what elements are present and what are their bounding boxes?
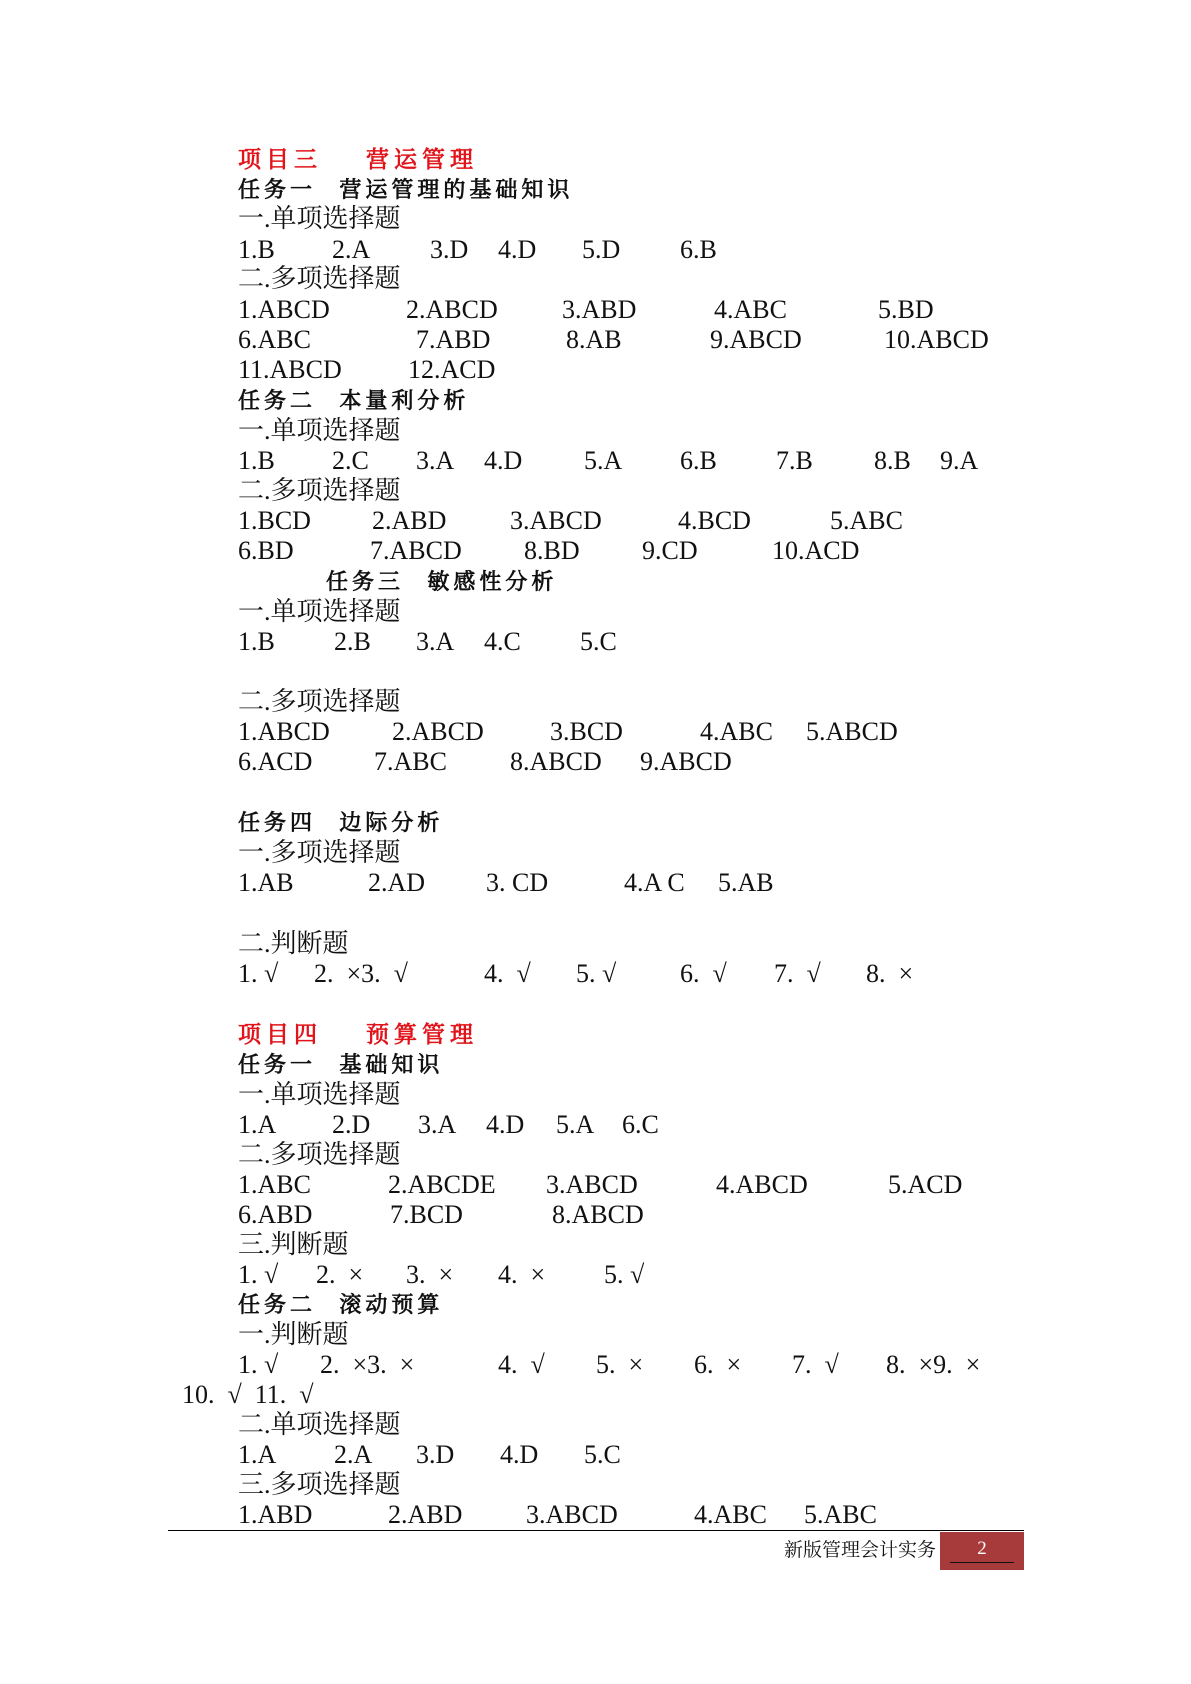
answer-item: 10.ABCD [884, 325, 989, 354]
answer-item: 5.ABC [804, 1500, 877, 1529]
answer-item: 4.D [486, 1110, 525, 1139]
text-line [0, 1470, 1191, 1500]
answer-item: 4.C [484, 627, 521, 656]
answer-item: 7.BCD [390, 1200, 463, 1229]
answer-item: 7.ABCD [370, 536, 462, 565]
answer-item: 3.D [430, 235, 469, 264]
answer-item: 2. ×3. √ [314, 959, 408, 988]
section-heading: 一.单项选择题 [238, 597, 401, 626]
answer-item: 5.D [582, 235, 621, 264]
text-line [0, 175, 1191, 205]
answer-item: 1.B [238, 627, 275, 656]
answer-item: 10. √ 11. √ [182, 1380, 314, 1409]
footer-rule [168, 1530, 1024, 1531]
section-heading: 二.判断题 [238, 929, 349, 958]
page-number-underline [950, 1562, 1014, 1563]
answer-item: 3. × [406, 1260, 454, 1289]
answer-item: 8. × [866, 959, 914, 988]
answer-item: 6.BD [238, 536, 294, 565]
answer-item: 2. × [316, 1260, 364, 1289]
answer-item: 8.ABCD [510, 747, 602, 776]
answer-item: 1.A [238, 1110, 277, 1139]
text-line [0, 506, 1191, 536]
answer-item: 2.D [332, 1110, 371, 1139]
answer-item: 6. × [694, 1350, 742, 1379]
text-line [0, 1410, 1191, 1440]
text-line [0, 325, 1191, 355]
answer-item: 2.A [332, 235, 371, 264]
task-heading: 任务二 本量利分析 [238, 388, 470, 414]
answer-item: 4.ABC [694, 1500, 767, 1529]
answer-item: 4. √ [484, 959, 531, 988]
answer-item: 1.ABC [238, 1170, 311, 1199]
project-heading: 项目三 [238, 146, 322, 173]
answer-item: 1.ABD [238, 1500, 313, 1529]
text-line [0, 1380, 1191, 1410]
answer-item: 1. √ [238, 1260, 279, 1289]
text-line [0, 1290, 1191, 1320]
answer-item: 3.ABCD [546, 1170, 638, 1199]
answer-item: 1.BCD [238, 506, 311, 535]
answer-item: 3. CD [486, 868, 549, 897]
answer-item: 5.ACD [888, 1170, 963, 1199]
task-heading: 任务一 基础知识 [238, 1052, 444, 1078]
answer-item: 5. × [596, 1350, 644, 1379]
answer-item: 2.ABCD [392, 717, 484, 746]
text-line [0, 476, 1191, 506]
section-heading: 二.多项选择题 [238, 264, 401, 293]
task-heading: 任务一 营运管理的基础知识 [238, 177, 574, 203]
text-line [0, 1500, 1191, 1530]
answer-item: 3.A [416, 627, 455, 656]
task-heading: 任务二 滚动预算 [238, 1292, 444, 1318]
section-heading: 三.多项选择题 [238, 1470, 401, 1499]
text-line [0, 204, 1191, 234]
answer-item: 4.ABC [700, 717, 773, 746]
text-line [0, 597, 1191, 627]
answer-item: 4.D [500, 1440, 539, 1469]
answer-item: 8.ABCD [552, 1200, 644, 1229]
answer-item: 3.BCD [550, 717, 623, 746]
answer-item: 5.A [584, 446, 623, 475]
footer-book-title: 新版管理会计实务 [784, 1540, 937, 1561]
answer-item: 6.ACD [238, 747, 313, 776]
answer-item: 2. ×3. × [320, 1350, 415, 1379]
project-heading: 营运管理 [366, 146, 478, 173]
section-heading: 一.单项选择题 [238, 416, 401, 445]
answer-item: 6.B [680, 235, 717, 264]
section-heading: 二.多项选择题 [238, 1140, 401, 1169]
answer-item: 9.A [940, 446, 979, 475]
text-line [0, 536, 1191, 566]
text-line [0, 627, 1191, 657]
answer-item: 7. √ [774, 959, 821, 988]
section-heading: 一.多项选择题 [238, 838, 401, 867]
answer-item: 1.ABCD [238, 295, 330, 324]
answer-item: 1. √ [238, 959, 279, 988]
answer-item: 8.AB [566, 325, 622, 354]
section-heading: 二.多项选择题 [238, 476, 401, 505]
answer-item: 1. √ [238, 1350, 279, 1379]
text-line [0, 416, 1191, 446]
text-line [0, 355, 1191, 385]
task-heading: 任务三 敏感性分析 [326, 569, 558, 595]
text-line [0, 1320, 1191, 1350]
answer-item: 10.ACD [772, 536, 860, 565]
section-heading: 三.判断题 [238, 1230, 349, 1259]
answer-item: 5.BD [878, 295, 934, 324]
answer-item: 12.ACD [408, 355, 496, 384]
text-line [0, 838, 1191, 868]
answer-item: 2.C [332, 446, 369, 475]
text-line [0, 1260, 1191, 1290]
section-heading: 一.单项选择题 [238, 1080, 401, 1109]
answer-item: 5.ABC [830, 506, 903, 535]
answer-item: 11.ABCD [238, 355, 342, 384]
answer-item: 3.D [416, 1440, 455, 1469]
page-number: 2 [977, 1538, 987, 1559]
answer-item: 4.D [498, 235, 537, 264]
text-line [0, 1020, 1191, 1050]
text-line [0, 1050, 1191, 1080]
answer-item: 4.ABCD [716, 1170, 808, 1199]
answer-item: 5.ABCD [806, 717, 898, 746]
answer-item: 2.A [334, 1440, 373, 1469]
answer-item: 3.ABD [562, 295, 637, 324]
answer-item: 1.A [238, 1440, 277, 1469]
answer-item: 2.ABCDE [388, 1170, 496, 1199]
answer-item: 9.ABCD [640, 747, 732, 776]
text-line [0, 1350, 1191, 1380]
answer-item: 2.ABCD [406, 295, 498, 324]
text-line [0, 929, 1191, 959]
section-heading: 二.多项选择题 [238, 687, 401, 716]
answer-item: 8.B [874, 446, 911, 475]
answer-item: 4.A C [624, 868, 685, 897]
text-line [0, 1440, 1191, 1470]
text-line [0, 1080, 1191, 1110]
text-line [0, 386, 1191, 416]
text-line [0, 145, 1191, 175]
section-heading: 一.判断题 [238, 1320, 349, 1349]
answer-item: 1.ABCD [238, 717, 330, 746]
answer-item: 2.ABD [372, 506, 447, 535]
answer-item: 8.BD [524, 536, 580, 565]
answer-item: 4. × [498, 1260, 546, 1289]
answer-item: 2.B [334, 627, 371, 656]
answer-item: 5.C [580, 627, 617, 656]
answer-item: 4. √ [498, 1350, 545, 1379]
answer-item: 9.ABCD [710, 325, 802, 354]
text-line [0, 1110, 1191, 1140]
section-heading: 一.单项选择题 [238, 204, 401, 233]
text-line [0, 446, 1191, 476]
text-line [0, 1200, 1191, 1230]
text-line [0, 1140, 1191, 1170]
answer-item: 7.ABC [374, 747, 447, 776]
text-line [0, 1230, 1191, 1260]
answer-item: 3.A [416, 446, 455, 475]
answer-item: 7. √ [792, 1350, 839, 1379]
answer-item: 6.B [680, 446, 717, 475]
answer-item: 8. ×9. × [886, 1350, 981, 1379]
answer-item: 5. √ [576, 959, 617, 988]
text-line [0, 235, 1191, 265]
answer-item: 1.AB [238, 868, 294, 897]
answer-item: 5. √ [604, 1260, 645, 1289]
answer-item: 5.C [584, 1440, 621, 1469]
project-heading: 预算管理 [366, 1021, 478, 1048]
answer-item: 1.B [238, 235, 275, 264]
section-heading: 二.单项选择题 [238, 1410, 401, 1439]
answer-item: 7.ABD [416, 325, 491, 354]
text-line [0, 295, 1191, 325]
text-line [0, 808, 1191, 838]
answer-item: 4.BCD [678, 506, 751, 535]
answer-item: 6.ABC [238, 325, 311, 354]
page-number-box [940, 1532, 1024, 1570]
answer-item: 5.A [556, 1110, 595, 1139]
text-line [0, 717, 1191, 747]
answer-item: 2.ABD [388, 1500, 463, 1529]
text-line [0, 959, 1191, 989]
answer-item: 1.B [238, 446, 275, 475]
answer-item: 3.ABCD [510, 506, 602, 535]
answer-item: 6.C [622, 1110, 659, 1139]
answer-item: 4.D [484, 446, 523, 475]
answer-item: 3.A [418, 1110, 457, 1139]
text-line [0, 567, 1191, 597]
answer-item: 3.ABCD [526, 1500, 618, 1529]
text-line [0, 868, 1191, 898]
answer-item: 6. √ [680, 959, 727, 988]
text-line [0, 747, 1191, 777]
answer-item: 5.AB [718, 868, 774, 897]
answer-item: 7.B [776, 446, 813, 475]
answer-item: 9.CD [642, 536, 698, 565]
answer-item: 4.ABC [714, 295, 787, 324]
answer-item: 6.ABD [238, 1200, 313, 1229]
task-heading: 任务四 边际分析 [238, 810, 444, 836]
text-line [0, 264, 1191, 294]
text-line [0, 1170, 1191, 1200]
text-line [0, 687, 1191, 717]
project-heading: 项目四 [238, 1021, 322, 1048]
answer-item: 2.AD [368, 868, 426, 897]
